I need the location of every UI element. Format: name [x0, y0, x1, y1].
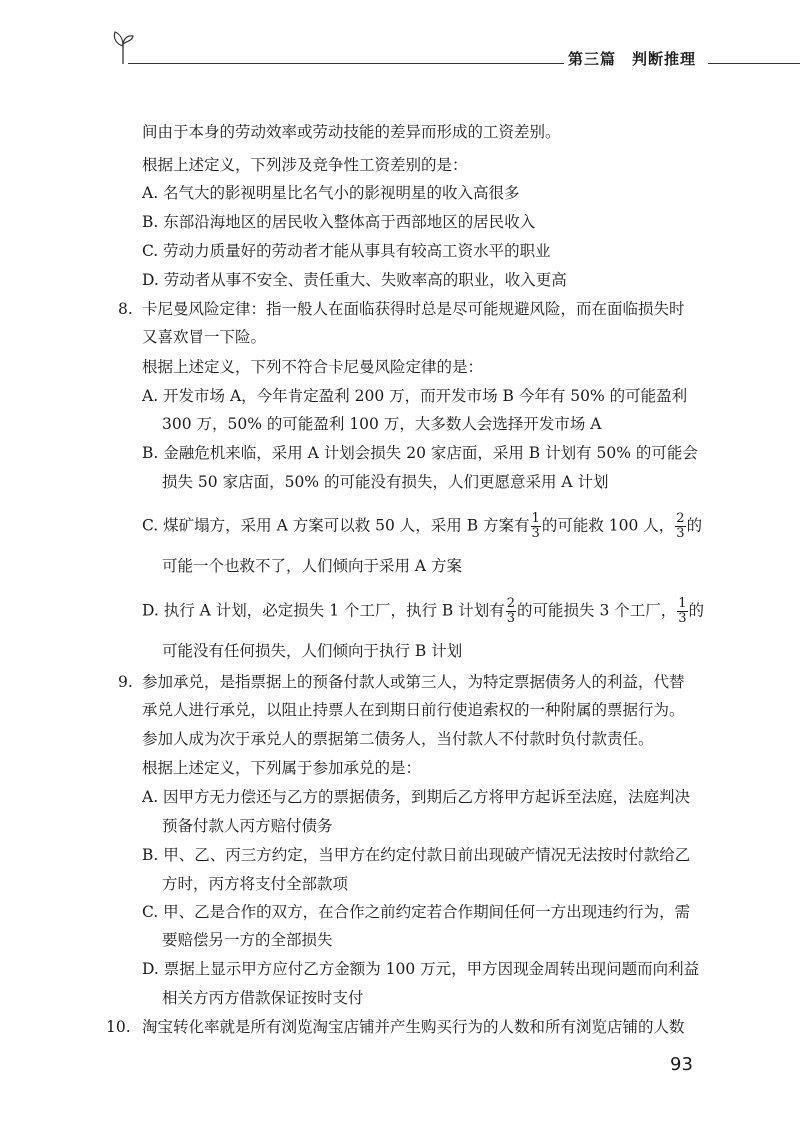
q7-option-a: A. 名气大的影视明星比名气小的影视明星的收入高很多 [142, 184, 520, 202]
q8-option-a-line2: 300 万，50% 的可能盈利 100 万，大多数人会选择开发市场 A [162, 415, 602, 433]
fraction-numerator: 1 [531, 511, 540, 526]
fraction-numerator: 2 [676, 511, 685, 526]
q8-option-c-text1: C. 煤矿塌方，采用 A 方案可以救 50 人，采用 B 方案有 [142, 516, 530, 535]
q9-option-a-line2: 预备付款人丙方赔付债务 [162, 817, 333, 835]
q9-option-c-line1: C. 甲、乙是合作的双方，在合作之前约定若合作期间任何一方出现违约行为，需 [142, 903, 691, 921]
fraction-two-thirds [675, 512, 685, 541]
q8-option-b-line1: B. 金融危机来临，采用 A 计划会损失 20 家店面，采用 B 计划有 50% 的可能会 [142, 444, 698, 462]
q9-option-d-line2: 相关方丙方借款保证按时支付 [162, 989, 364, 1007]
q9-option-d-line1: D. 票据上显示甲方应付乙方金额为 100 万元，甲方因现金周转出现问题而向利益 [142, 960, 700, 978]
fraction-denominator: 3 [678, 611, 687, 626]
q9-option-c-line2: 要赔偿另一方的全部损失 [162, 931, 333, 949]
q10-number: 10. [106, 1018, 131, 1036]
q8-prompt: 根据上述定义，下列不符合卡尼曼风险定律的是： [142, 358, 484, 376]
q8-option-d-text2: 的可能损失 3 个工厂， [517, 601, 677, 620]
q10-stem-line1: 淘宝转化率就是所有浏览淘宝店铺并产生购买行为的人数和所有浏览店铺的人数 [142, 1018, 685, 1036]
q8-number: 8. [118, 300, 133, 318]
header-title [568, 48, 696, 69]
q9-option-b-line2: 方时，丙方将支付全部款项 [162, 875, 349, 893]
q9-number: 9. [118, 673, 133, 691]
q9-stem-line1: 参加承兑，是指票据上的预备付款人或第三人，为特定票据债务人的利益，代替 [142, 673, 685, 691]
q7-option-d: D. 劳动者从事不安全、责任重大、失败率高的职业，收入更高 [142, 271, 567, 289]
fraction-numerator: 1 [678, 596, 687, 611]
fraction-one-third [531, 512, 541, 541]
fraction-two-thirds [506, 597, 516, 626]
header-part: 第三篇 [568, 50, 617, 68]
sprout-icon [112, 28, 134, 66]
q7-option-b: B. 东部沿海地区的居民收入整体高于西部地区的居民收入 [142, 213, 536, 231]
q8-option-d-line2: 可能没有任何损失，人们倾向于执行 B 计划 [162, 642, 463, 660]
header-rule-right [708, 63, 800, 64]
q9-prompt: 根据上述定义，下列属于参加承兑的是： [142, 759, 422, 777]
q8-option-d-text3: 的 [688, 601, 705, 620]
q9-stem-line3: 参加人成为次于承兑人的票据第二债务人，当付款人不付款时负付款责任。 [142, 730, 654, 748]
q8-option-c-text3: 的 [686, 516, 703, 535]
q7-option-c: C. 劳动力质量好的劳动者才能从事具有较高工资水平的职业 [142, 242, 551, 260]
q7-prompt: 根据上述定义，下列涉及竞争性工资差别的是： [142, 156, 468, 174]
fraction-numerator: 2 [506, 596, 516, 611]
q9-stem-line2: 承兑人进行承兑，以阻止持票人在到期日前行使追索权的一种附属的票据行为。 [142, 701, 685, 719]
header-rule-left [128, 63, 564, 64]
q8-option-c-text2: 的可能救 100 人， [541, 516, 675, 535]
fraction-denominator: 3 [531, 526, 540, 541]
q8-stem-line1: 卡尼曼风险定律：指一般人在面临获得时总是尽可能规避风险，而在面临损失时 [142, 300, 685, 318]
header-section: 判断推理 [632, 50, 697, 68]
fraction-one-third [677, 597, 687, 626]
page-header [0, 0, 800, 80]
q8-option-d-line1 [142, 597, 704, 626]
fraction-denominator: 3 [676, 526, 685, 541]
q7-stem-continuation: 间由于本身的劳动效率或劳动技能的差异而形成的工资差别。 [142, 123, 561, 141]
q9-option-a-line1: A. 因甲方无力偿还与乙方的票据债务，到期后乙方将甲方起诉至法庭，法庭判决 [142, 788, 691, 806]
q8-option-b-line2: 损失 50 家店面，50% 的可能没有损失，人们更愿意采用 A 计划 [162, 473, 609, 491]
page-number: 93 [670, 1054, 693, 1075]
q8-option-c-line2: 可能一个也救不了，人们倾向于采用 A 方案 [162, 557, 463, 575]
q8-stem-line2: 又喜欢冒一下险。 [142, 328, 267, 346]
fraction-denominator: 3 [506, 611, 516, 626]
q8-option-a-line1: A. 开发市场 A，今年肯定盈利 200 万，而开发市场 B 今年有 50% 的可能盈利 [142, 387, 688, 405]
q9-option-b-line1: B. 甲、乙、丙三方约定，当甲方在约定付款日前出现破产情况无法按时付款给乙 [142, 846, 691, 864]
q8-option-d-text1: D. 执行 A 计划，必定损失 1 个工厂，执行 B 计划有 [142, 601, 505, 620]
q8-option-c-line1 [142, 512, 702, 541]
